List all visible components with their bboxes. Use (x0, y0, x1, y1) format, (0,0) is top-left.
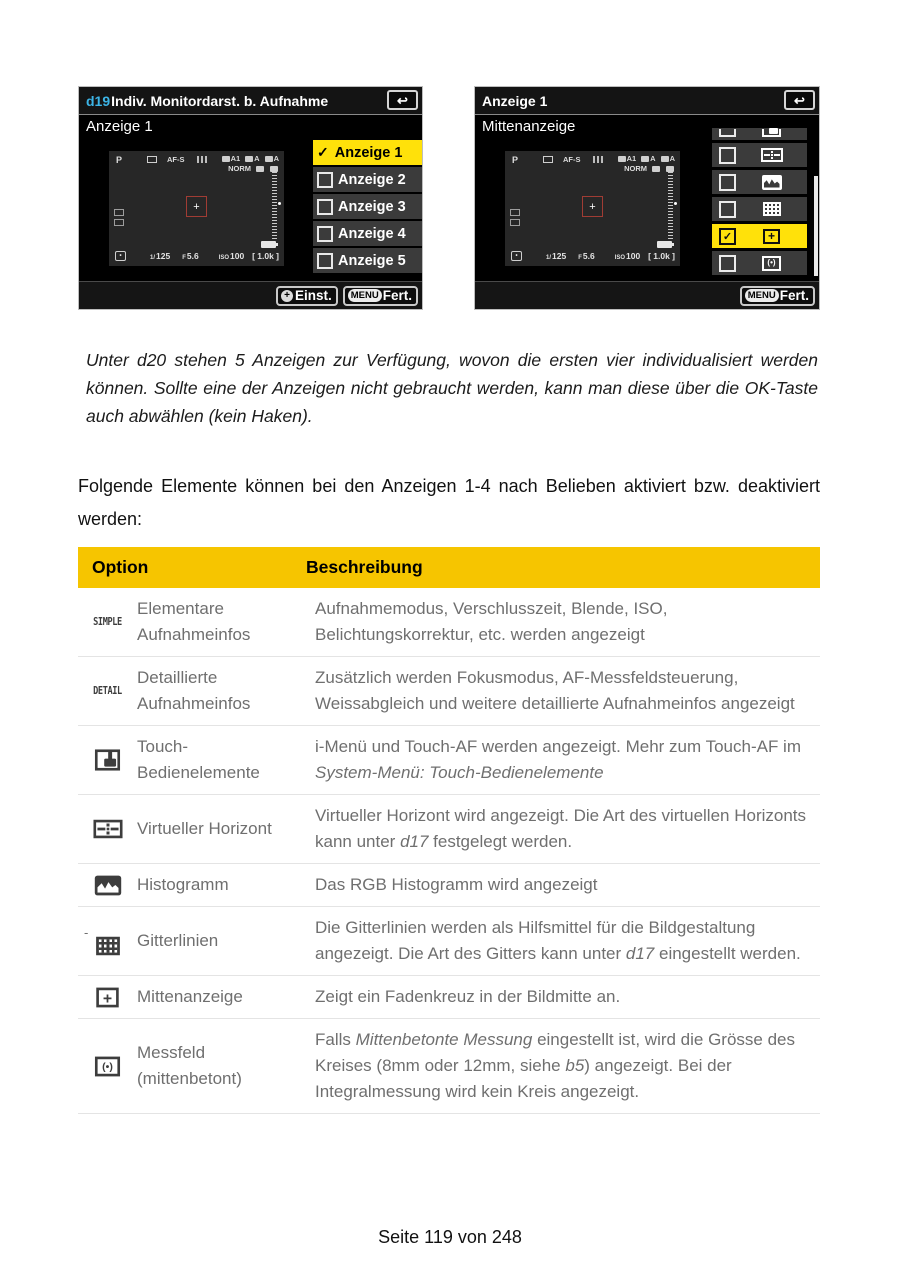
menu-title: Anzeige 1 (482, 92, 548, 109)
element-list (712, 128, 807, 278)
menu-item-label: Anzeige 2 (338, 171, 406, 188)
af-area-icon (543, 156, 553, 163)
picture-control-label: A (273, 154, 279, 163)
element-row-horizon[interactable] (712, 143, 807, 167)
flash-icon (245, 156, 253, 162)
menu-item-label: Anzeige 3 (338, 198, 406, 215)
option-cell: Histogramm (137, 875, 229, 894)
center-icon: + (78, 990, 137, 1005)
flash-label: A (650, 154, 656, 163)
back-button[interactable] (387, 90, 418, 110)
description-cell: Falls Mittenbetonte Messung eingestellt ist, wird die Grösse des Kreises (8mm oder 12mm, siehe b5) angezeigt. Bei der Integralmessung wird kein Kreis angezeigt. (315, 1030, 796, 1101)
flash-label: A (254, 154, 260, 163)
menu-key-icon: MENU (745, 289, 779, 302)
focus-mode-label: AF-S (167, 155, 185, 164)
grid-icon (736, 202, 807, 216)
option-cell: Detaillierte Aufnahmeinfos (137, 668, 251, 713)
wb-icon (222, 156, 230, 162)
checkbox-unchecked-icon (317, 199, 333, 215)
description-cell: Das RGB Histogramm wird angezeigt (315, 875, 598, 894)
flash-icon (641, 156, 649, 162)
set-button[interactable] (276, 286, 338, 306)
intro-paragraph: Folgende Elemente können bei den Anzeigen 1-4 nach Belieben aktiviert bzw. deaktiviert werden: (78, 476, 820, 529)
back-icon: ↩ (397, 92, 408, 108)
table-row-detail (78, 657, 820, 726)
exposure-scale-icon (668, 171, 673, 239)
horizon-icon (78, 822, 137, 836)
done-label: Fert. (382, 288, 412, 303)
grid-icon: - (78, 930, 137, 953)
table-row-horizon (78, 795, 820, 864)
iso-value: ISO100 (614, 251, 641, 261)
table-header (78, 547, 820, 588)
exposure-info-bar (115, 250, 279, 262)
element-row-touch[interactable] (712, 128, 807, 140)
table-body (78, 588, 820, 1114)
wb-icon (618, 156, 626, 162)
metering-mode-icon: • (511, 251, 522, 261)
menu-subtitle: Mittenanzeige (482, 118, 576, 135)
touch-icon (78, 752, 137, 768)
scrollbar[interactable] (814, 176, 818, 276)
center-icon: + (736, 229, 807, 244)
table-header-option: Option (92, 557, 149, 577)
menu-item-anzeige-1[interactable] (313, 140, 422, 165)
size-icon (652, 166, 660, 172)
exposure-scale-icon (272, 171, 277, 239)
shooting-settings (217, 154, 279, 174)
option-cell: Virtueller Horizont (137, 819, 272, 838)
camera-footer-bar (79, 281, 422, 309)
checkbox-unchecked-icon (719, 255, 736, 272)
description-cell: i-Menü und Touch-AF werden angezeigt. Mehr zum Touch-AF im System-Menü: Touch-Bedienelemente (315, 737, 801, 782)
back-icon: ↩ (794, 92, 805, 108)
description-cell: Zeigt ein Fadenkreuz in der Bildmitte an. (315, 987, 621, 1006)
option-cell: Elementare Aufnahmeinfos (137, 599, 251, 644)
menu-item-anzeige-2[interactable] (313, 167, 422, 192)
af-area-icon (147, 156, 157, 163)
buffer-count: [ 1.0k ] (252, 251, 279, 261)
aperture-value: F5.6 (578, 251, 595, 261)
touch-icon (736, 129, 807, 137)
display-list (313, 140, 422, 275)
histogram-icon (736, 175, 807, 190)
metering-icon: (•) (736, 256, 807, 271)
vibration-icon (510, 219, 520, 226)
vr-icon (593, 156, 604, 163)
checkbox-unchecked-icon (317, 253, 333, 269)
battery-icon (261, 241, 276, 248)
aperture-value: F5.6 (182, 251, 199, 261)
custom-setting-badge: d19 (86, 92, 111, 109)
menu-done-button[interactable] (740, 286, 815, 306)
vibration-icon (114, 219, 124, 226)
exposure-mode-label: P (116, 155, 123, 165)
focus-point-icon: + (186, 196, 207, 217)
multiselector-icon: + (281, 290, 293, 302)
table-row-center (78, 976, 820, 1019)
battery-icon (657, 241, 672, 248)
table-row-simple (78, 588, 820, 657)
exposure-info-bar (511, 250, 675, 262)
element-row-metering[interactable] (712, 251, 807, 275)
exposure-mode-label: P (512, 155, 519, 165)
vr-icon (197, 156, 208, 163)
menu-item-anzeige-4[interactable] (313, 221, 422, 246)
table-row-grid (78, 907, 820, 976)
checkbox-unchecked-icon (317, 226, 333, 242)
detail-icon: DETAIL (93, 685, 122, 697)
shutter-speed-value: 1/125 (546, 251, 567, 261)
quality-label: NORM (228, 164, 251, 173)
menu-title-bar (475, 87, 819, 115)
menu-subtitle: Anzeige 1 (86, 118, 153, 135)
left-indicator-icons (510, 209, 520, 229)
menu-item-label: Anzeige 1 (334, 144, 403, 161)
liveview-preview (109, 151, 284, 266)
shooting-settings (613, 154, 675, 174)
metering-icon: (•) (78, 1059, 137, 1074)
menu-title-bar (79, 87, 422, 115)
focus-point-icon: + (582, 196, 603, 217)
description-cell: Aufnahmemodus, Verschlusszeit, Blende, ISO, Belichtungskorrektur, etc. werden angezeigt (315, 599, 668, 644)
picture-control-icon (265, 156, 273, 162)
description-cell: Virtueller Horizont wird angezeigt. Die Art des virtuellen Horizonts kann unter d17 festgelegt werden. (315, 806, 807, 851)
option-cell: Touch-Bedienelemente (137, 737, 260, 782)
camera-screenshot-left (78, 86, 423, 310)
size-icon (256, 166, 264, 172)
checkbox-unchecked-icon (719, 201, 736, 218)
bracket-icon (510, 209, 520, 216)
menu-title: Indiv. Monitordarst. b. Aufnahme (111, 92, 329, 109)
checkbox-unchecked-icon (719, 147, 736, 164)
checkbox-unchecked-icon (719, 129, 736, 137)
wb-label: A1 (626, 154, 637, 163)
set-label: Einst. (294, 288, 332, 303)
table-row-histogram (78, 864, 820, 907)
menu-item-anzeige-3[interactable] (313, 194, 422, 219)
bracket-icon (114, 209, 124, 216)
liveview-preview (505, 151, 680, 266)
menu-item-label: Anzeige 5 (338, 252, 406, 269)
focus-mode-label: AF-S (563, 155, 581, 164)
option-cell: Mittenanzeige (137, 987, 243, 1006)
histogram-icon (78, 878, 137, 893)
option-cell: Messfeld (mittenbetont) (137, 1043, 242, 1088)
back-button[interactable] (784, 90, 815, 110)
description-cell: Die Gitterlinien werden als Hilfsmittel für die Bildgestaltung angezeigt. Die Art des Gitters kann unter d17 eingestellt werden. (315, 918, 801, 963)
iso-value: ISO100 (218, 251, 245, 261)
camera-screenshot-right (474, 86, 820, 310)
element-row-center[interactable] (712, 224, 807, 248)
quality-label: NORM (624, 164, 647, 173)
picture-control-label: A (669, 154, 675, 163)
left-indicator-icons (114, 209, 124, 229)
menu-item-label: Anzeige 4 (338, 225, 406, 242)
checkbox-unchecked-icon (719, 174, 736, 191)
menu-done-button[interactable] (343, 286, 418, 306)
done-label: Fert. (779, 288, 809, 303)
checkbox-unchecked-icon (317, 172, 333, 188)
simple-icon: SIMPLE (93, 616, 122, 628)
metering-mode-icon: • (115, 251, 126, 261)
camera-footer-bar (475, 281, 819, 309)
italic-note: Unter d20 stehen 5 Anzeigen zur Verfügung, wovon die ersten vier individualisiert werden können. Sollte eine der Anzeigen nicht gebraucht werden, kann man diese über die OK-Taste auch abwählen (kein Haken). (86, 349, 818, 426)
picture-control-icon (661, 156, 669, 162)
element-row-grid[interactable] (712, 197, 807, 221)
checkbox-checked-icon: ✓ (719, 228, 736, 245)
description-cell: Zusätzlich werden Fokusmodus, AF-Messfeldsteuerung, Weissabgleich und weitere detaillierte Aufnahmeinfos angezeigt (315, 668, 795, 713)
table-row-metering (78, 1019, 820, 1114)
menu-key-icon: MENU (348, 289, 382, 302)
check-icon: ✓ (317, 144, 329, 160)
options-table (78, 547, 820, 1114)
page-number: Seite 119 von 248 (378, 1227, 522, 1247)
table-header-description: Beschreibung (306, 557, 423, 577)
buffer-count: [ 1.0k ] (648, 251, 675, 261)
menu-item-anzeige-5[interactable] (313, 248, 422, 273)
wb-label: A1 (230, 154, 241, 163)
element-row-histogram[interactable] (712, 170, 807, 194)
table-row-touch (78, 726, 820, 795)
horizon-icon (736, 148, 807, 162)
option-cell: Gitterlinien (137, 931, 219, 950)
shutter-speed-value: 1/125 (150, 251, 171, 261)
